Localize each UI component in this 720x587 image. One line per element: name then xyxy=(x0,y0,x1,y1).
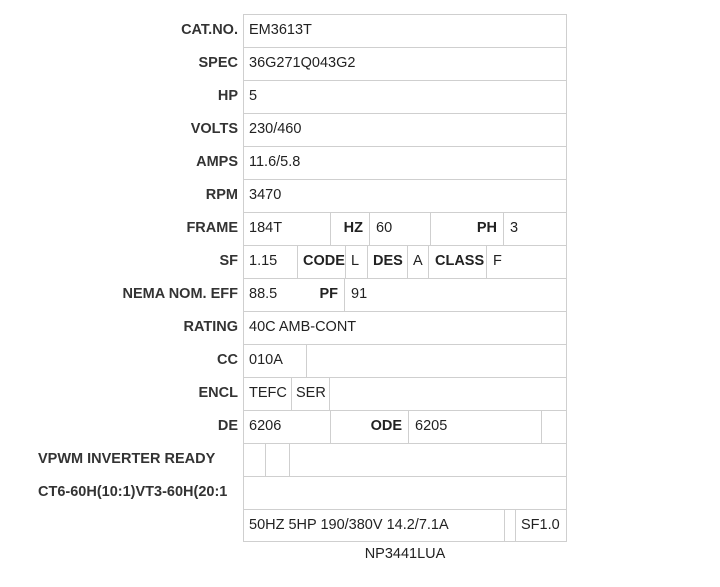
cc-label: CC xyxy=(217,352,238,368)
ct-label: CT6-60H(10:1)VT3-60H(20:1 xyxy=(38,484,228,500)
nameplate-footer-code: NP3441LUA xyxy=(364,546,446,562)
row-divider xyxy=(243,47,567,48)
row-de xyxy=(0,410,720,443)
hp-label: HP xyxy=(217,88,238,104)
row-frame xyxy=(0,212,720,245)
ct-empty-cell xyxy=(243,476,567,509)
rating-value: 40C AMB-CONT xyxy=(249,319,357,335)
row-divider xyxy=(243,476,567,477)
ph-value: 3 xyxy=(510,220,519,236)
row-divider xyxy=(243,146,567,147)
row-divider xyxy=(243,113,567,114)
row-rpm xyxy=(0,179,720,212)
row-divider xyxy=(243,245,567,246)
pf-label: PF xyxy=(303,278,345,311)
row-divider xyxy=(243,278,567,279)
des-label: DES xyxy=(368,245,408,278)
hp-value: 5 xyxy=(249,88,258,104)
row-vpwm xyxy=(0,443,720,476)
row-divider xyxy=(243,179,567,180)
rating-label: RATING xyxy=(183,319,238,335)
spec-value: 36G271Q043G2 xyxy=(249,55,356,71)
hz-label: HZ xyxy=(331,212,370,245)
row-hp xyxy=(0,80,720,113)
pf-value: 91 xyxy=(351,286,368,302)
row-divider xyxy=(243,344,567,345)
nema-eff-label: NEMA NOM. EFF xyxy=(122,286,238,302)
frame-value: 184T xyxy=(243,212,331,245)
hz50-value: 50HZ 5HP 190/380V 14.2/7.1A xyxy=(243,509,505,542)
row-divider xyxy=(243,509,567,510)
vpwm-cell-2 xyxy=(266,443,290,476)
ode-label: ODE xyxy=(331,410,409,443)
frame-label: FRAME xyxy=(186,220,238,236)
ode-value: 6205 xyxy=(409,410,542,443)
amps-value: 11.6/5.8 xyxy=(249,154,301,170)
encl-value: TEFC xyxy=(243,377,292,410)
vpwm-cell-3 xyxy=(290,443,567,476)
row-divider xyxy=(243,311,567,312)
row-divider xyxy=(243,410,567,411)
spec-label: SPEC xyxy=(198,55,238,71)
de-value: 6206 xyxy=(243,410,331,443)
encl-extra-value: SER xyxy=(292,377,330,410)
row-spec xyxy=(0,47,720,80)
des-value: A xyxy=(408,245,429,278)
row-rating xyxy=(0,311,720,344)
row-volts xyxy=(0,113,720,146)
cc-empty-cell xyxy=(307,344,567,377)
row-divider xyxy=(243,80,567,81)
code-value: L xyxy=(346,245,368,278)
amps-label: AMPS xyxy=(196,154,238,170)
rpm-value: 3470 xyxy=(249,187,282,203)
hz50-sf-value: SF1.0 xyxy=(521,517,560,533)
row-50hz xyxy=(0,509,720,542)
encl-empty-cell xyxy=(330,377,567,410)
class-value: F xyxy=(493,253,502,269)
cat-no-value: EM3613T xyxy=(249,22,312,38)
row-cc xyxy=(0,344,720,377)
class-label: CLASS xyxy=(429,245,487,278)
sf-value: 1.15 xyxy=(243,245,298,278)
row-divider xyxy=(243,212,567,213)
de-label: DE xyxy=(217,418,238,434)
row-amps xyxy=(0,146,720,179)
row-encl xyxy=(0,377,720,410)
vpwm-cell-1 xyxy=(243,443,266,476)
row-nema-eff xyxy=(0,278,720,311)
cat-no-label: CAT.NO. xyxy=(181,22,238,38)
row-divider xyxy=(243,377,567,378)
nema-eff-value: 88.5 xyxy=(249,286,278,302)
hz50-empty-cell xyxy=(505,509,516,542)
row-cat-no xyxy=(0,14,720,47)
volts-label: VOLTS xyxy=(190,121,238,137)
vpwm-label: VPWM INVERTER READY xyxy=(38,451,216,467)
sf-label: SF xyxy=(219,253,238,269)
rpm-label: RPM xyxy=(205,187,238,203)
ode-empty-cell xyxy=(542,410,567,443)
volts-value: 230/460 xyxy=(249,121,302,137)
row-sf xyxy=(0,245,720,278)
encl-label: ENCL xyxy=(198,385,238,401)
ph-label: PH xyxy=(431,212,504,245)
code-label: CODE xyxy=(298,245,346,278)
row-divider xyxy=(243,443,567,444)
cc-value: 010A xyxy=(243,344,307,377)
row-ct xyxy=(0,476,720,509)
hz-value: 60 xyxy=(370,212,431,245)
